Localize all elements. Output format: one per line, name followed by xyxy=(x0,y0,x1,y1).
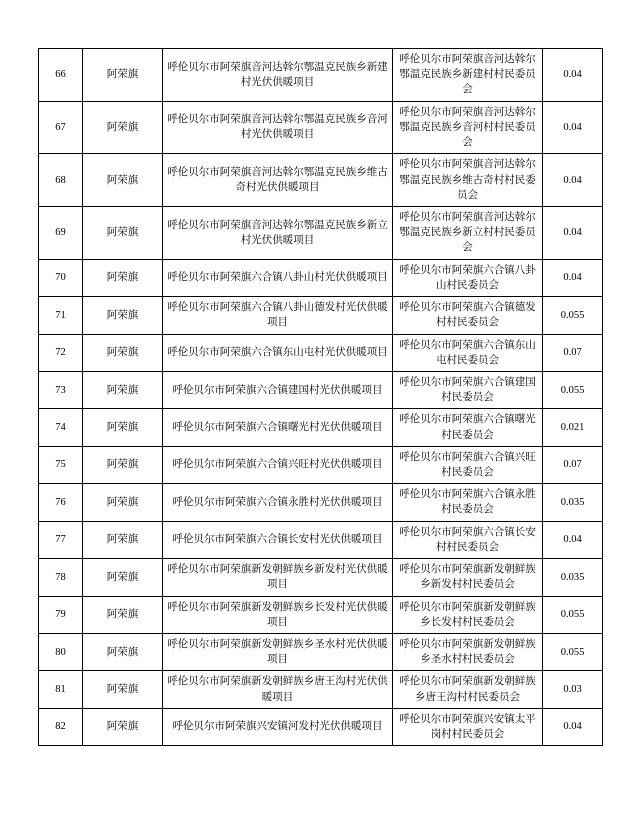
cell-unit: 呼伦贝尔市阿荣旗兴安镇太平岗村村民委员会 xyxy=(393,708,543,745)
cell-index: 79 xyxy=(39,596,83,633)
cell-value: 0.055 xyxy=(543,297,603,334)
cell-region: 阿荣旗 xyxy=(83,708,163,745)
cell-region: 阿荣旗 xyxy=(83,484,163,521)
cell-unit: 呼伦贝尔市阿荣旗六合镇八卦山村民委员会 xyxy=(393,259,543,296)
cell-project: 呼伦贝尔市阿荣旗六合镇长安村光伏供暖项目 xyxy=(163,521,393,558)
cell-unit: 呼伦贝尔市阿荣旗六合镇兴旺村民委员会 xyxy=(393,446,543,483)
table-row xyxy=(39,206,603,259)
cell-region: 阿荣旗 xyxy=(83,446,163,483)
cell-value: 0.035 xyxy=(543,484,603,521)
table-row xyxy=(39,559,603,596)
cell-unit: 呼伦贝尔市阿荣旗新发朝鲜族乡新发村村民委员会 xyxy=(393,559,543,596)
cell-unit: 呼伦贝尔市阿荣旗新发朝鲜族乡圣水村村民委员会 xyxy=(393,634,543,671)
cell-region: 阿荣旗 xyxy=(83,671,163,708)
cell-region: 阿荣旗 xyxy=(83,49,163,102)
cell-project: 呼伦贝尔市阿荣旗六合镇曙光村光伏供暖项目 xyxy=(163,409,393,446)
cell-value: 0.04 xyxy=(543,154,603,207)
cell-index: 74 xyxy=(39,409,83,446)
cell-index: 71 xyxy=(39,297,83,334)
table-row xyxy=(39,446,603,483)
cell-region: 阿荣旗 xyxy=(83,154,163,207)
cell-unit: 呼伦贝尔市阿荣旗六合镇长安村村民委员会 xyxy=(393,521,543,558)
table-row xyxy=(39,334,603,371)
cell-unit: 呼伦贝尔市阿荣旗音河达斡尔鄂温克民族乡新建村村民委员会 xyxy=(393,49,543,102)
cell-unit: 呼伦贝尔市阿荣旗新发朝鲜族乡长发村村民委员会 xyxy=(393,596,543,633)
cell-unit: 呼伦贝尔市阿荣旗音河达斡尔鄂温克民族乡维古奇村村民委员会 xyxy=(393,154,543,207)
table-row xyxy=(39,409,603,446)
table-row xyxy=(39,484,603,521)
table-row xyxy=(39,101,603,154)
cell-value: 0.04 xyxy=(543,521,603,558)
cell-project: 呼伦贝尔市阿荣旗六合镇八卦山村光伏供暖项目 xyxy=(163,259,393,296)
table-row xyxy=(39,259,603,296)
cell-region: 阿荣旗 xyxy=(83,297,163,334)
cell-unit: 呼伦贝尔市阿荣旗音河达斡尔鄂温克民族乡新立村村民委员会 xyxy=(393,206,543,259)
table-row xyxy=(39,297,603,334)
cell-value: 0.055 xyxy=(543,596,603,633)
project-list-table xyxy=(38,48,603,746)
cell-index: 70 xyxy=(39,259,83,296)
cell-project: 呼伦贝尔市阿荣旗六合镇建国村光伏供暖项目 xyxy=(163,371,393,408)
cell-unit: 呼伦贝尔市阿荣旗六合镇东山屯村民委员会 xyxy=(393,334,543,371)
cell-index: 68 xyxy=(39,154,83,207)
table-row xyxy=(39,596,603,633)
cell-project: 呼伦贝尔市阿荣旗音河达斡尔鄂温克民族乡音河村光伏供暖项目 xyxy=(163,101,393,154)
cell-unit: 呼伦贝尔市阿荣旗六合镇德发村村民委员会 xyxy=(393,297,543,334)
cell-project: 呼伦贝尔市阿荣旗新发朝鲜族乡长发村光伏供暖项目 xyxy=(163,596,393,633)
cell-value: 0.021 xyxy=(543,409,603,446)
cell-value: 0.04 xyxy=(543,206,603,259)
cell-index: 80 xyxy=(39,634,83,671)
cell-index: 66 xyxy=(39,49,83,102)
table-row xyxy=(39,634,603,671)
table-row xyxy=(39,521,603,558)
cell-index: 76 xyxy=(39,484,83,521)
cell-region: 阿荣旗 xyxy=(83,409,163,446)
cell-value: 0.07 xyxy=(543,446,603,483)
cell-project: 呼伦贝尔市阿荣旗新发朝鲜族乡唐王沟村光伏供暖项目 xyxy=(163,671,393,708)
cell-project: 呼伦贝尔市阿荣旗六合镇永胜村光伏供暖项目 xyxy=(163,484,393,521)
cell-region: 阿荣旗 xyxy=(83,559,163,596)
cell-project: 呼伦贝尔市阿荣旗新发朝鲜族乡新发村光伏供暖项目 xyxy=(163,559,393,596)
cell-project: 呼伦贝尔市阿荣旗新发朝鲜族乡圣水村光伏供暖项目 xyxy=(163,634,393,671)
cell-region: 阿荣旗 xyxy=(83,371,163,408)
cell-value: 0.04 xyxy=(543,49,603,102)
cell-project: 呼伦贝尔市阿荣旗六合镇东山屯村光伏供暖项目 xyxy=(163,334,393,371)
table-row xyxy=(39,49,603,102)
table-row xyxy=(39,671,603,708)
cell-project: 呼伦贝尔市阿荣旗音河达斡尔鄂温克民族乡新立村光伏供暖项目 xyxy=(163,206,393,259)
cell-region: 阿荣旗 xyxy=(83,334,163,371)
cell-value: 0.03 xyxy=(543,671,603,708)
cell-project: 呼伦贝尔市阿荣旗六合镇八卦山德发村光伏供暖项目 xyxy=(163,297,393,334)
cell-project: 呼伦贝尔市阿荣旗音河达斡尔鄂温克民族乡新建村光伏供暖项目 xyxy=(163,49,393,102)
cell-region: 阿荣旗 xyxy=(83,634,163,671)
cell-index: 73 xyxy=(39,371,83,408)
cell-value: 0.04 xyxy=(543,101,603,154)
cell-index: 81 xyxy=(39,671,83,708)
table-row xyxy=(39,708,603,745)
cell-project: 呼伦贝尔市阿荣旗六合镇兴旺村光伏供暖项目 xyxy=(163,446,393,483)
cell-project: 呼伦贝尔市阿荣旗音河达斡尔鄂温克民族乡维古奇村光伏供暖项目 xyxy=(163,154,393,207)
cell-value: 0.055 xyxy=(543,634,603,671)
cell-unit: 呼伦贝尔市阿荣旗新发朝鲜族乡唐王沟村村民委员会 xyxy=(393,671,543,708)
cell-value: 0.07 xyxy=(543,334,603,371)
cell-region: 阿荣旗 xyxy=(83,206,163,259)
cell-value: 0.035 xyxy=(543,559,603,596)
cell-value: 0.04 xyxy=(543,259,603,296)
table-row xyxy=(39,154,603,207)
cell-index: 77 xyxy=(39,521,83,558)
cell-unit: 呼伦贝尔市阿荣旗六合镇曙光村民委员会 xyxy=(393,409,543,446)
cell-unit: 呼伦贝尔市阿荣旗音河达斡尔鄂温克民族乡音河村村民委员会 xyxy=(393,101,543,154)
cell-index: 82 xyxy=(39,708,83,745)
table-row xyxy=(39,371,603,408)
cell-index: 78 xyxy=(39,559,83,596)
table-body xyxy=(39,49,603,746)
cell-region: 阿荣旗 xyxy=(83,259,163,296)
cell-region: 阿荣旗 xyxy=(83,521,163,558)
cell-unit: 呼伦贝尔市阿荣旗六合镇永胜村民委员会 xyxy=(393,484,543,521)
cell-unit: 呼伦贝尔市阿荣旗六合镇建国村民委员会 xyxy=(393,371,543,408)
cell-value: 0.04 xyxy=(543,708,603,745)
cell-project: 呼伦贝尔市阿荣旗兴安镇河发村光伏供暖项目 xyxy=(163,708,393,745)
cell-value: 0.055 xyxy=(543,371,603,408)
cell-index: 72 xyxy=(39,334,83,371)
cell-region: 阿荣旗 xyxy=(83,596,163,633)
cell-index: 69 xyxy=(39,206,83,259)
cell-index: 75 xyxy=(39,446,83,483)
cell-region: 阿荣旗 xyxy=(83,101,163,154)
cell-index: 67 xyxy=(39,101,83,154)
